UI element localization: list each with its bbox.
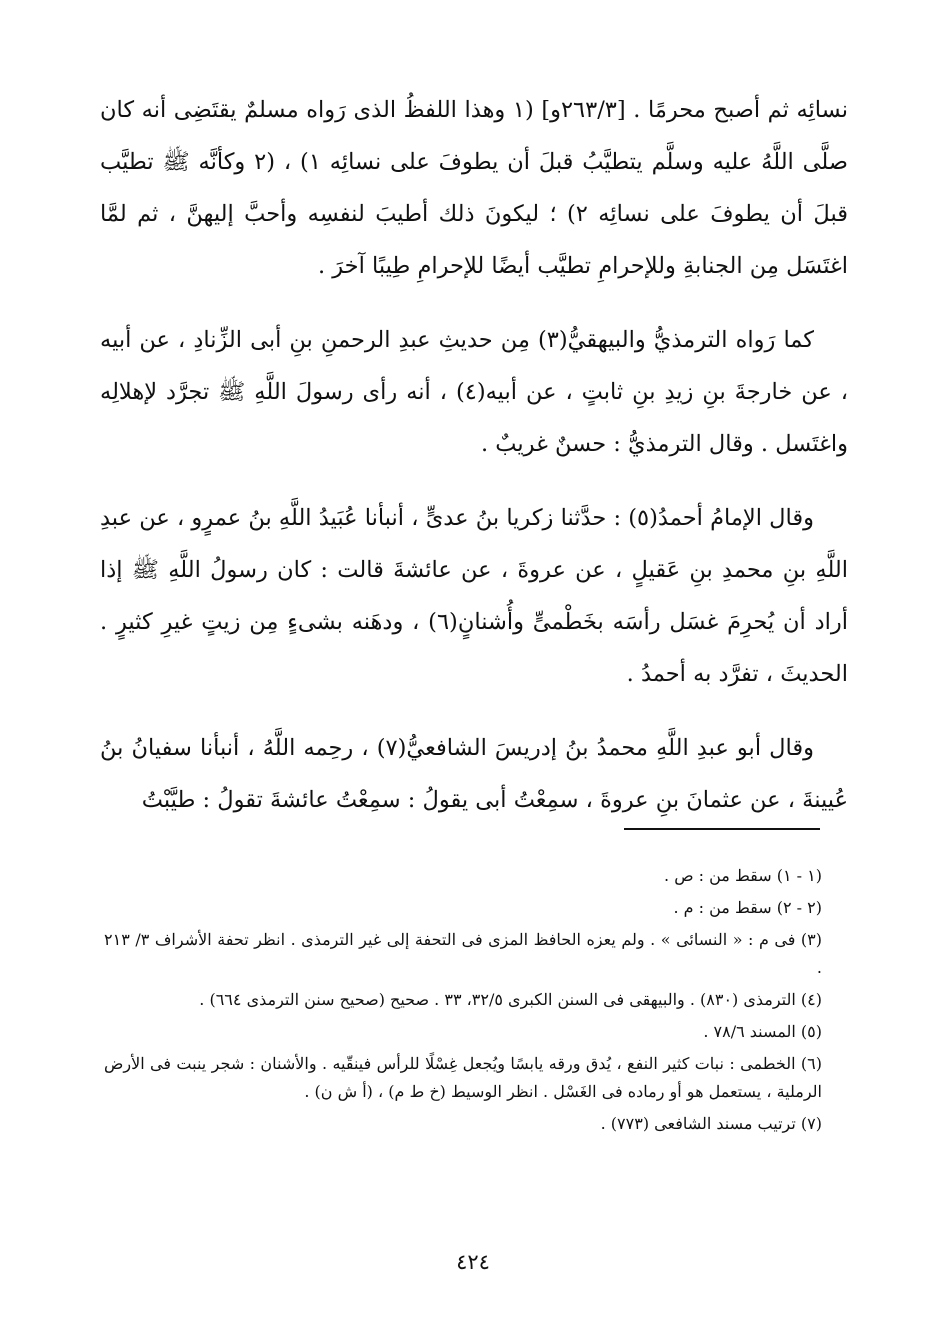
paragraph: كما رَواه الترمذيُّ والبيهقيُّ(٣) مِن حديثِ عبدِ الرحمنِ بنِ أبى الزِّنادِ ، عن أبيه ، عن خارجةَ بنِ زيدِ بنِ ثابتٍ ، عن أبيه(٤) ، أنه رأى رسولَ اللَّهِ ﷺ تجرَّد لإهلالِه واغتَسل . وقال الترمذيُّ : حسنٌ غريبٌ . — [100, 327, 849, 457]
footnote: (١ - ١) سقط من : ص . — [664, 866, 822, 885]
paragraph: وقال الإمامُ أحمدُ(٥) : حدَّثنا زكريا بنُ عدىٍّ ، أنبأنا عُبَيدُ اللَّهِ بنُ عمرٍو ، عن عبدِ اللَّهِ بنِ محمدِ بنِ عَقيلٍ ، عن عروةَ ، عن عائشةَ قالت : كان رسولُ اللَّهِ ﷺ إذا أراد أن يُحرِمَ غسَل رأسَه بخَطْمىٍّ وأُشنانٍ(٦) ، ودهَنه بشىءٍ مِن زيتٍ غيرِ كثيرٍ . الحديثَ ، تفرَّد به أحمدُ . — [100, 505, 848, 687]
paragraph: نسائِه ثم أصبح محرمًا . [٢٦٣/٣و] (١ وهذا اللفظُ الذى رَواه مسلمٌ يقتَضِى أنه كان صلَّى اللَّهُ عليه وسلَّم يتطيَّبُ قبلَ أن يطوفَ على نسائِه ١) ، (٢ وكأنَّه ﷺ تطيَّب قبلَ أن يطوفَ على نسائِه ٢) ؛ ليكونَ ذلك أطيبَ لنفسِه وأحبَّ إليهنَّ ، ثم لمَّا اغتَسَل مِن الجنابةِ وللإحرامِ تطيَّب أيضًا للإحرامِ طِيبًا آخرَ . — [100, 97, 848, 279]
footnote-separator — [624, 828, 820, 830]
main-text — [100, 84, 848, 826]
page-number: ٤٢٤ — [456, 1250, 490, 1274]
footnote: (٤) الترمذى (٨٣٠) . والبيهقى فى السنن الكبرى ٣٢/٥، ٣٣ . صحيح (صحيح سنن الترمذى ٦٦٤) . — [199, 990, 822, 1009]
page-body — [100, 84, 848, 848]
footnote: (٧) ترتيب مسند الشافعى (٧٧٣) . — [600, 1114, 822, 1133]
footnote: (٦) الخطمى : نبات كثير النفع ، يُدق ورقه يابسًا ويُجعل غِسْلًا للرأس فينقّيه . والأشنان : شجر ينبت فى الأرض الرملية ، يستعمل هو أو رماده فى الغَسْل . انظر الوسيط (خ ط م) ، (أ ش ن) . — [104, 1054, 822, 1101]
footnote: (٢ - ٢) سقط من : م . — [673, 898, 822, 917]
footnote: (٥) المسند ٧٨/٦ . — [703, 1022, 822, 1041]
paragraph: وقال أبو عبدِ اللَّهِ محمدُ بنُ إدريسَ الشافعيُّ(٧) ، رحِمه اللَّهُ ، أنبأنا سفيانُ بنُ عُيينةَ ، عن عثمانَ بنِ عروةَ ، سمِعْتُ أبى يقولُ : سمِعْتُ عائشةَ تقولُ : طيَّبْتُ — [100, 735, 848, 813]
footnote: (٣) فى م : « النسائى » . ولم يعزه الحافظ المزى فى التحفة إلى غير الترمذى . انظر تحفة الأشراف ٣/ ٢١٣ . — [104, 930, 822, 977]
footnotes — [104, 862, 822, 1142]
